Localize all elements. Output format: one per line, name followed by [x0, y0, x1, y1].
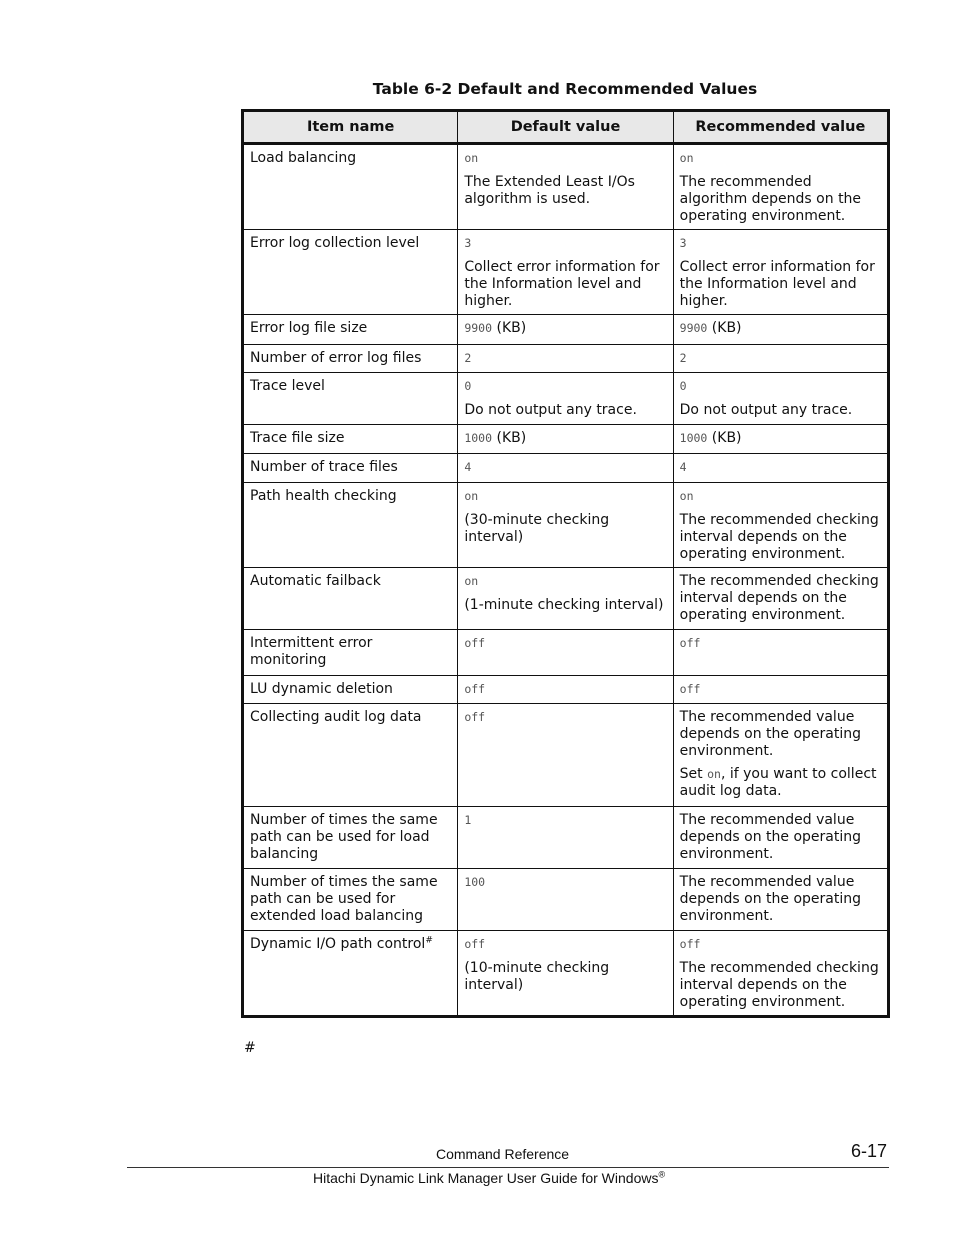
rec-text: The recommended value depends on the operating environment.: [679, 709, 862, 759]
recommended-value: [673, 869, 888, 931]
item-name: Trace file size: [243, 425, 458, 454]
item-name: LU dynamic deletion: [243, 676, 458, 704]
recommended-value: [673, 144, 888, 230]
rec-code: 0: [679, 379, 687, 393]
default-value: [458, 869, 673, 931]
rec-text: The recommended checking interval depends on the operating environment.: [679, 573, 879, 623]
table-row: [243, 144, 889, 230]
recommended-value: [673, 704, 888, 807]
default-code: 2: [464, 351, 472, 365]
item-name: Number of times the same path can be used for extended load balancing: [243, 869, 458, 931]
item-name: Error log file size: [243, 315, 458, 345]
table-row: [243, 931, 889, 1017]
table-row: [243, 373, 889, 425]
rec-code: on: [679, 489, 694, 503]
footnote-mark: #: [244, 1040, 256, 1056]
footnote-marker: #: [425, 935, 433, 946]
default-code: 4: [464, 460, 472, 474]
rec-code: 1000: [679, 431, 708, 445]
default-code: 1000: [464, 431, 493, 445]
default-code: 3: [464, 236, 472, 250]
table-row: [243, 454, 889, 483]
item-name: Trace level: [243, 373, 458, 425]
table-row: [243, 704, 889, 807]
rec-text: Collect error information for the Information level and higher.: [679, 259, 875, 309]
recommended-value: [673, 483, 888, 568]
default-code: on: [464, 151, 479, 165]
table-row: [243, 630, 889, 676]
rec-note: Set on, if you want to collect audit log data.: [679, 766, 877, 799]
rec-text: The recommended checking interval depends on the operating environment.: [679, 960, 879, 1010]
recommended-value: [673, 676, 888, 704]
item-name: Collecting audit log data: [243, 704, 458, 807]
default-values-table: [241, 109, 890, 1018]
rec-text: The recommended checking interval depends on the operating environment.: [679, 512, 879, 562]
rec-suffix: (KB): [707, 430, 742, 446]
default-suffix: (KB): [492, 320, 527, 336]
default-suffix: (KB): [492, 430, 527, 446]
rec-text: The recommended value depends on the operating environment.: [679, 874, 862, 924]
default-value: [458, 931, 673, 1017]
recommended-value: [673, 568, 888, 630]
rec-code: off: [679, 636, 701, 650]
item-name: Path health checking: [243, 483, 458, 568]
item-name: Number of times the same path can be used for load balancing: [243, 807, 458, 869]
default-code: 100: [464, 875, 486, 889]
rec-code: 3: [679, 236, 687, 250]
rec-code: off: [679, 682, 701, 696]
default-text: (10-minute checking interval): [464, 960, 610, 993]
recommended-value: [673, 425, 888, 454]
default-text: Do not output any trace.: [464, 402, 637, 418]
default-text: The Extended Least I/Os algorithm is used.: [464, 174, 635, 207]
table-row: [243, 807, 889, 869]
footer-divider: [127, 1167, 889, 1168]
recommended-value: [673, 454, 888, 483]
table-row: [243, 425, 889, 454]
item-name: Intermittent error monitoring: [243, 630, 458, 676]
recommended-value: [673, 230, 888, 315]
default-text: (30-minute checking interval): [464, 512, 610, 545]
item-name: Error log collection level: [243, 230, 458, 315]
table-row: [243, 568, 889, 630]
item-name: Dynamic I/O path control#: [243, 931, 458, 1017]
footer-book-title: Hitachi Dynamic Link Manager User Guide for Windows®: [313, 1169, 666, 1186]
default-value: [458, 676, 673, 704]
recommended-value: [673, 345, 888, 373]
default-value: [458, 454, 673, 483]
rec-text: The recommended algorithm depends on the operating environment.: [679, 174, 862, 224]
default-value: [458, 230, 673, 315]
default-text: Collect error information for the Information level and higher.: [464, 259, 660, 309]
default-code: off: [464, 682, 486, 696]
item-name: Load balancing: [243, 144, 458, 230]
recommended-value: [673, 315, 888, 345]
rec-code: 9900: [679, 321, 708, 335]
default-value: [458, 568, 673, 630]
default-code: off: [464, 937, 486, 951]
rec-code: 2: [679, 351, 687, 365]
rec-note-code: on: [707, 767, 721, 781]
default-code: off: [464, 636, 486, 650]
table-row: [243, 869, 889, 931]
recommended-value: [673, 931, 888, 1017]
rec-code: 4: [679, 460, 687, 474]
table-row: [243, 483, 889, 568]
recommended-value: [673, 630, 888, 676]
recommended-value: [673, 373, 888, 425]
page-number: 6-17: [851, 1141, 888, 1161]
default-code: 0: [464, 379, 472, 393]
table-header-row: [243, 111, 889, 144]
default-value: [458, 144, 673, 230]
default-code: 9900: [464, 321, 493, 335]
default-value: [458, 373, 673, 425]
rec-code: on: [679, 151, 694, 165]
table-row: [243, 230, 889, 315]
table-row: [243, 345, 889, 373]
default-value: [458, 704, 673, 807]
header-recommended-value: Recommended value: [673, 111, 888, 144]
default-code: 1: [464, 813, 472, 827]
default-value: [458, 425, 673, 454]
default-value: [458, 630, 673, 676]
default-code: on: [464, 489, 479, 503]
default-code: on: [464, 574, 479, 588]
table-caption: Table 6-2 Default and Recommended Values: [372, 80, 758, 98]
default-value: [458, 315, 673, 345]
rec-code: off: [679, 937, 701, 951]
recommended-value: [673, 807, 888, 869]
rec-suffix: (KB): [707, 320, 742, 336]
header-item-name: Item name: [243, 111, 458, 144]
default-text: (1-minute checking interval): [464, 597, 664, 613]
item-name: Number of trace files: [243, 454, 458, 483]
table-row: [243, 315, 889, 345]
default-value: [458, 483, 673, 568]
default-value: [458, 807, 673, 869]
rec-text: The recommended value depends on the operating environment.: [679, 812, 862, 862]
default-code: off: [464, 710, 486, 724]
rec-text: Do not output any trace.: [679, 402, 853, 418]
item-name: Automatic failback: [243, 568, 458, 630]
item-name: Number of error log files: [243, 345, 458, 373]
footer-section-title: Command Reference: [436, 1146, 570, 1162]
table-row: [243, 676, 889, 704]
default-value: [458, 345, 673, 373]
registered-mark: ®: [658, 1169, 666, 1180]
header-default-value: Default value: [458, 111, 673, 144]
